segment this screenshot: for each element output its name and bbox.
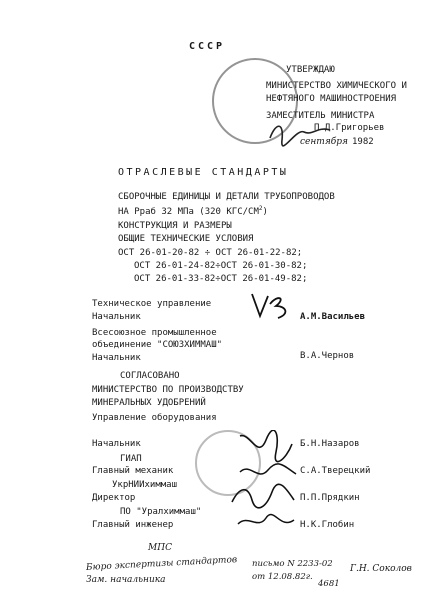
deputy-minister: ЗАМЕСТИТЕЛЬ МИНИСТРА bbox=[266, 111, 375, 121]
approval-year: 1982 bbox=[352, 137, 374, 147]
union-line-1: Всесоюзное промышленное bbox=[92, 328, 217, 338]
title-line-2-end: ) bbox=[262, 207, 268, 217]
deputy-signature bbox=[266, 118, 336, 148]
letter-date: от 12.08.82г. bbox=[252, 572, 313, 582]
ost-line-1: ОСТ 26-01-20-82 ÷ ОСТ 26-01-22-82; bbox=[118, 248, 303, 258]
letter-ref: 4681 bbox=[318, 579, 340, 589]
globin: Н.К.Глобин bbox=[300, 520, 355, 530]
equip-chief: Начальник bbox=[92, 439, 141, 449]
approve-label: УТВЕРЖДАЮ bbox=[286, 65, 335, 75]
ministry-line-2: НЕФТЯНОГО МАШИНОСТРОЕНИЯ bbox=[266, 94, 397, 104]
ost-line-3: ОСТ 26-01-33-82÷ОСТ 26-01-49-82; bbox=[134, 274, 308, 284]
vasiliev-signature bbox=[246, 290, 296, 322]
country: СССР bbox=[189, 41, 226, 52]
agreed: СОГЛАСОВАНО bbox=[120, 371, 180, 381]
pryadkin-signature bbox=[230, 482, 296, 510]
chief-mechanic: Главный механик bbox=[92, 466, 174, 476]
ministry-line-1: МИНИСТЕРСТВО ХИМИЧЕСКОГО И bbox=[266, 81, 407, 91]
ost-line-2: ОСТ 26-01-24-82÷ОСТ 26-01-30-82; bbox=[134, 261, 308, 271]
nazarov: Б.Н.Назаров bbox=[300, 439, 360, 449]
title-line-1: СБОРОЧНЫЕ ЕДИНИЦЫ И ДЕТАЛИ ТРУБОПРОВОДОВ bbox=[118, 192, 335, 202]
title-line-2-text: НА Рраб 32 МПа (320 КГС/СМ bbox=[118, 207, 259, 217]
globin-signature bbox=[236, 510, 296, 534]
tverecky: С.А.Тверецкий bbox=[300, 466, 371, 476]
title-line-2 bbox=[118, 206, 268, 217]
equip-dept: Управление оборудования bbox=[92, 413, 217, 423]
mps: МПС bbox=[148, 543, 172, 553]
deputy-name: П.Д.Григорьев bbox=[314, 123, 385, 133]
standards-heading: ОТРАСЛЕВЫЕ СТАНДАРТЫ bbox=[118, 167, 289, 178]
approval-date: сентября bbox=[300, 137, 349, 147]
tech-dept: Техническое управление bbox=[92, 299, 212, 309]
uralkhimmash: ПО "Уралхиммаш" bbox=[120, 507, 202, 517]
director: Директор bbox=[92, 493, 136, 503]
subtitle-1: КОНСТРУКЦИЯ И РАЗМЕРЫ bbox=[118, 221, 232, 231]
letter-number: письмо N 2233-02 bbox=[252, 559, 333, 569]
sokolov: Г.Н. Соколов bbox=[350, 564, 412, 574]
min-prod-2: МИНЕРАЛЬНЫХ УДОБРЕНИЙ bbox=[92, 398, 206, 408]
union-chief: Начальник bbox=[92, 353, 141, 363]
union-line-2: объединение "СОЮЗХИММАШ" bbox=[92, 340, 223, 350]
pryadkin: П.П.Прядкин bbox=[300, 493, 360, 503]
min-prod-1: МИНИСТЕРСТВО ПО ПРОИЗВОДСТВУ bbox=[92, 385, 244, 395]
vasiliev: А.М.Васильев bbox=[300, 312, 366, 322]
subtitle-2: ОБЩИЕ ТЕХНИЧЕСКИЕ УСЛОВИЯ bbox=[118, 234, 254, 244]
chernov: В.А.Чернов bbox=[300, 351, 355, 361]
deputy-head: Зам. начальника bbox=[86, 575, 166, 585]
giap: ГИАП bbox=[120, 454, 142, 464]
chief-engineer: Главный инженер bbox=[92, 520, 174, 530]
tverecky-signature bbox=[238, 460, 298, 484]
tech-chief: Начальник bbox=[92, 312, 141, 322]
bureau: Бюро экспертизы стандартов bbox=[85, 555, 238, 573]
ukrniikhimmash: УкрНИИхиммаш bbox=[112, 480, 178, 490]
title-sup: 2 bbox=[258, 205, 263, 212]
